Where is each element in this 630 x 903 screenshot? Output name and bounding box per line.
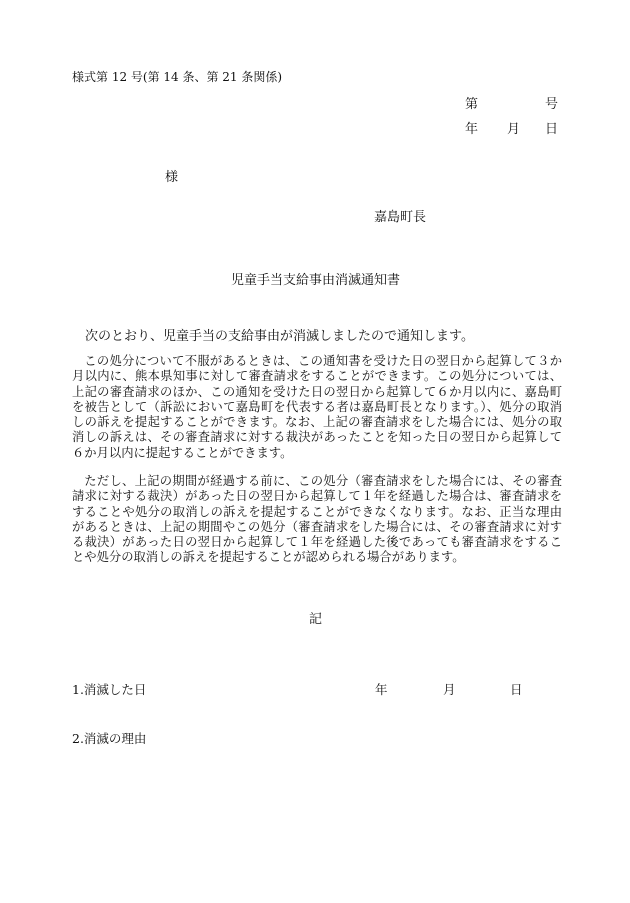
document-number-prefix: 第 — [465, 97, 479, 112]
issue-date-year: 年 — [465, 122, 479, 137]
item1-label: 1.消滅した日 — [72, 682, 147, 697]
appeal-limit-paragraph: ただし、上記の期間が経過する前に、この処分（審査請求をした場合には、その審査請求に対する裁決）があった日の翌日から起算して１年を経過した場合は、審査請求をすることや処分の取消しの訴えを提起することができなくなります。なお、正当な理由があるときは、上記の期間やこの処分（審査請求をした場合には、その審査請求に対する裁決）があった日の翌日から起算して１年を経過した後であっても審査請求をすることや処分の取消しの訴えを提起することが認められる場合があります。 — [72, 474, 562, 565]
ki-heading: 記 — [309, 612, 323, 627]
appeal-notice-paragraph: この処分について不服があるときは、この通知書を受けた日の翌日から起算して３か月以内に、熊本県知事に対して審査請求をすることができます。この処分については、上記の審査請求のほか、この通知を受けた日の翌日から起算して６か月以内に、嘉島町を被告として（訴訟において嘉島町を代表する者は嘉島町長となります。）、処分の取消しの訴えを提起することができます。なお、上記の審査請求をした場合には、処分の取消しの訴えは、その審査請求に対する裁決があったことを知った日の翌日から起算して６か月以内に提起することができます。 — [72, 354, 562, 460]
issuer-name: 嘉島町長 — [374, 210, 427, 225]
document-number-suffix: 号 — [545, 97, 559, 112]
issue-date-month: 月 — [507, 122, 521, 137]
item1-year: 年 — [375, 682, 388, 697]
item1-month: 月 — [443, 682, 456, 697]
issue-date-day: 日 — [545, 122, 559, 137]
item2-label: 2.消滅の理由 — [72, 731, 147, 746]
intro-sentence: 次のとおり、児童手当の支給事由が消滅しましたので通知します。 — [85, 329, 474, 344]
document-title: 児童手当支給事由消滅通知書 — [231, 273, 401, 288]
item1-day: 日 — [510, 682, 523, 697]
addressee-honorific: 様 — [165, 170, 179, 185]
form-number: 様式第 12 号(第 14 条、第 21 条関係) — [72, 70, 283, 84]
